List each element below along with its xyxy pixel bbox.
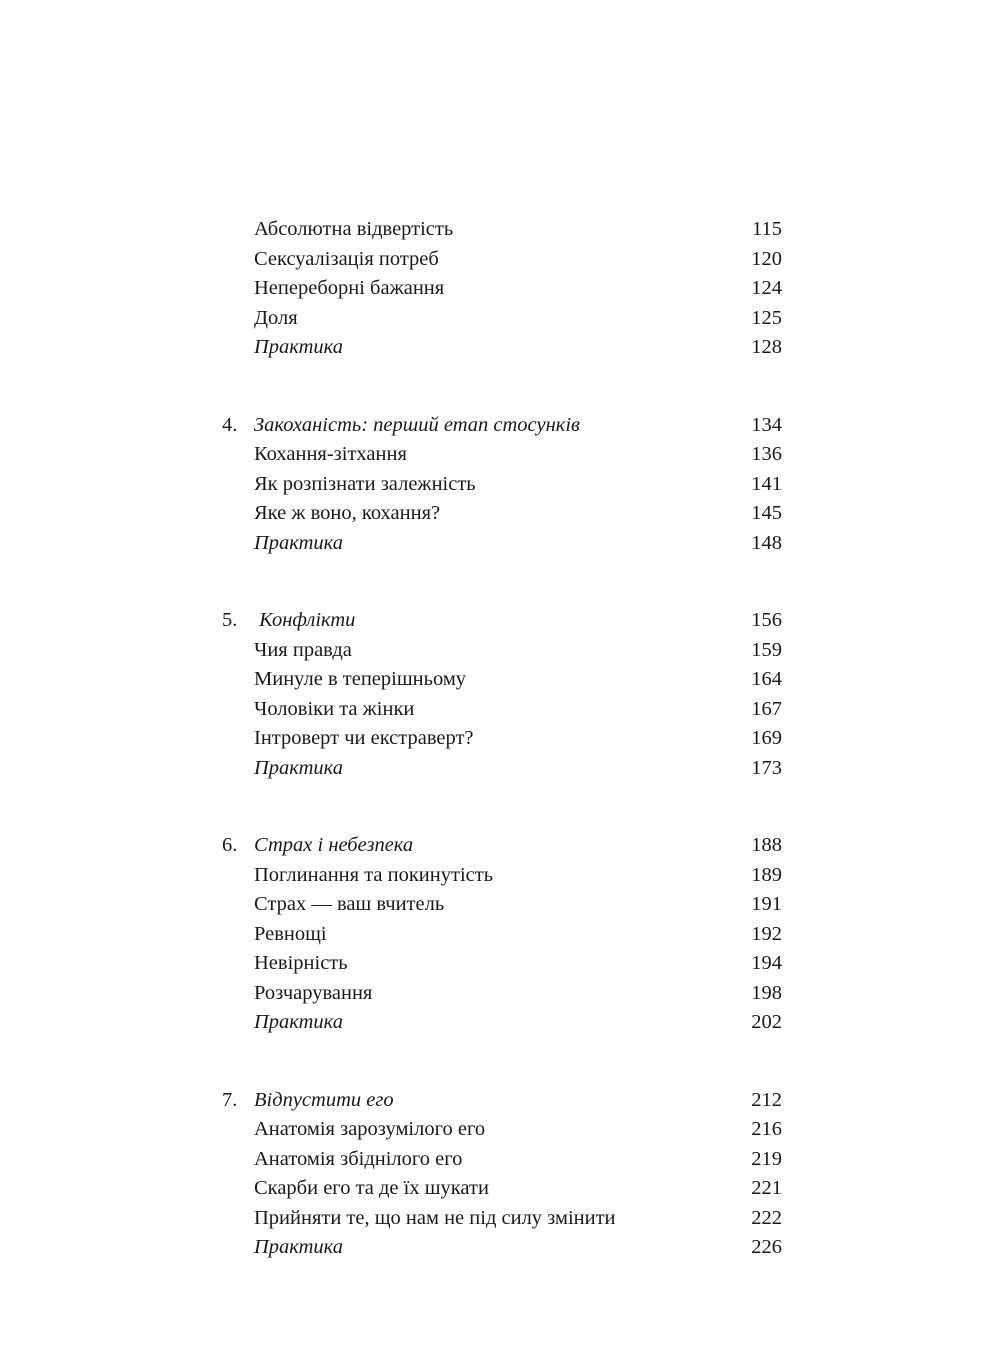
toc-entry-title[interactable]: Кохання-зітхання [254, 443, 407, 465]
toc-entry-page-number: 159 [751, 638, 782, 661]
toc-entry-title[interactable]: Страх — ваш вчитель [254, 893, 445, 915]
toc-entry[interactable] [222, 754, 782, 784]
toc-entry[interactable] [222, 274, 782, 304]
toc-entry-page-number: 216 [751, 1118, 782, 1140]
toc-entry-title[interactable]: Поглинання та покинутість [254, 863, 494, 886]
toc-entry[interactable] [222, 1086, 782, 1116]
table-of-contents [222, 215, 782, 1263]
toc-entry[interactable] [222, 1145, 782, 1175]
toc-entry-title[interactable]: Відпустити его [254, 1088, 394, 1111]
toc-entry-page-number: 128 [751, 336, 782, 358]
toc-entry[interactable] [222, 831, 782, 861]
toc-entry-number: 5. [222, 609, 238, 631]
toc-entry-title[interactable]: Розчарування [254, 981, 373, 1004]
toc-entry[interactable] [222, 245, 782, 275]
toc-entry-title[interactable]: Анатомія зарозумілого его [254, 1118, 486, 1140]
toc-entry-page-number: 173 [751, 756, 782, 779]
toc-entry-page-number: 156 [751, 609, 782, 631]
toc-entry[interactable] [222, 695, 782, 725]
toc-entry-page-number: 145 [751, 502, 782, 524]
toc-entry[interactable] [222, 215, 782, 245]
toc-entry-title[interactable]: Минуле в теперішньому [254, 668, 467, 690]
toc-entry[interactable] [222, 1115, 782, 1145]
toc-entry-title[interactable]: Як розпізнати залежність [254, 472, 476, 495]
toc-group [222, 1086, 782, 1263]
toc-entry-page-number: 194 [751, 952, 782, 974]
toc-entry[interactable] [222, 1008, 782, 1038]
toc-entry-title[interactable]: Чоловіки та жінки [254, 697, 415, 720]
toc-entry-page-number: 136 [751, 443, 782, 465]
toc-entry-page-number: 169 [751, 727, 782, 749]
toc-entry-title[interactable]: Прийняти те, що нам не під силу змінити [254, 1206, 616, 1229]
toc-entry-title[interactable]: Практика [254, 1011, 344, 1033]
toc-group [222, 831, 782, 1038]
toc-entry-title[interactable]: Ревнощі [254, 922, 327, 945]
toc-entry-page-number: 120 [751, 247, 782, 270]
toc-entry-page-number: 202 [751, 1011, 782, 1033]
toc-entry[interactable] [222, 440, 782, 470]
toc-entry[interactable] [222, 724, 782, 754]
toc-entry-title[interactable]: Непереборні бажання [254, 277, 445, 299]
toc-entry[interactable] [222, 1204, 782, 1234]
toc-entry-page-number: 212 [751, 1088, 782, 1111]
toc-entry-page-number: 221 [751, 1177, 782, 1199]
toc-entry-page-number: 115 [752, 218, 782, 240]
toc-entry-page-number: 188 [751, 834, 782, 856]
toc-entry-title[interactable]: Закоханість: перший етап стосунків [254, 413, 580, 436]
toc-entry[interactable] [222, 890, 782, 920]
toc-entry-page-number: 148 [751, 531, 782, 554]
toc-group [222, 215, 782, 363]
toc-group [222, 606, 782, 783]
toc-entry-title[interactable]: Інтроверт чи екстраверт? [254, 727, 474, 749]
toc-entry-title[interactable]: Анатомія збіднілого его [254, 1147, 463, 1170]
toc-entry-page-number: 124 [751, 277, 782, 299]
toc-entry-page-number: 191 [751, 893, 782, 915]
toc-entry-number: 4. [222, 413, 238, 436]
toc-entry-title[interactable]: Практика [254, 336, 344, 358]
toc-entry[interactable] [222, 529, 782, 559]
toc-entry[interactable] [222, 1233, 782, 1263]
toc-entry[interactable] [222, 1174, 782, 1204]
toc-entry-title[interactable]: Сексуалізація потреб [254, 247, 439, 270]
toc-entry-title[interactable]: Практика [254, 1236, 344, 1258]
toc-entry-title[interactable]: Страх і небезпека [254, 834, 414, 856]
toc-entry[interactable] [222, 665, 782, 695]
toc-entry-title[interactable]: Конфлікти [254, 609, 356, 631]
toc-entry-page-number: 125 [751, 306, 782, 329]
toc-entry[interactable] [222, 949, 782, 979]
toc-entry[interactable] [222, 411, 782, 441]
toc-entry-number: 7. [222, 1088, 238, 1111]
toc-entry[interactable] [222, 470, 782, 500]
toc-entry-number: 6. [222, 834, 238, 856]
toc-entry-page-number: 192 [751, 922, 782, 945]
toc-entry[interactable] [222, 636, 782, 666]
toc-entry-page-number: 219 [751, 1147, 782, 1170]
toc-entry-page-number: 226 [751, 1236, 782, 1258]
toc-entry-page-number: 222 [751, 1206, 782, 1229]
toc-entry[interactable] [222, 861, 782, 891]
toc-entry[interactable] [222, 979, 782, 1009]
toc-entry-page-number: 134 [751, 413, 782, 436]
toc-entry-title[interactable]: Практика [254, 756, 344, 779]
toc-entry-page-number: 164 [751, 668, 782, 690]
toc-entry-page-number: 198 [751, 981, 782, 1004]
toc-entry-title[interactable]: Абсолютна відвертість [254, 218, 454, 240]
toc-entry-title[interactable]: Доля [254, 306, 298, 329]
toc-entry-title[interactable]: Скарби его та де їх шукати [254, 1177, 489, 1199]
toc-entry-page-number: 189 [751, 863, 782, 886]
toc-entry-title[interactable]: Чия правда [254, 638, 352, 661]
toc-entry[interactable] [222, 606, 782, 636]
toc-entry-title[interactable]: Невірність [254, 952, 348, 974]
toc-entry[interactable] [222, 920, 782, 950]
toc-entry-page-number: 141 [751, 472, 782, 495]
toc-entry[interactable] [222, 499, 782, 529]
toc-entry-title[interactable]: Яке ж воно, кохання? [254, 502, 441, 524]
toc-entry-page-number: 167 [751, 697, 782, 720]
toc-entry-title[interactable]: Практика [254, 531, 344, 554]
toc-group [222, 411, 782, 559]
toc-entry[interactable] [222, 304, 782, 334]
toc-entry[interactable] [222, 333, 782, 363]
